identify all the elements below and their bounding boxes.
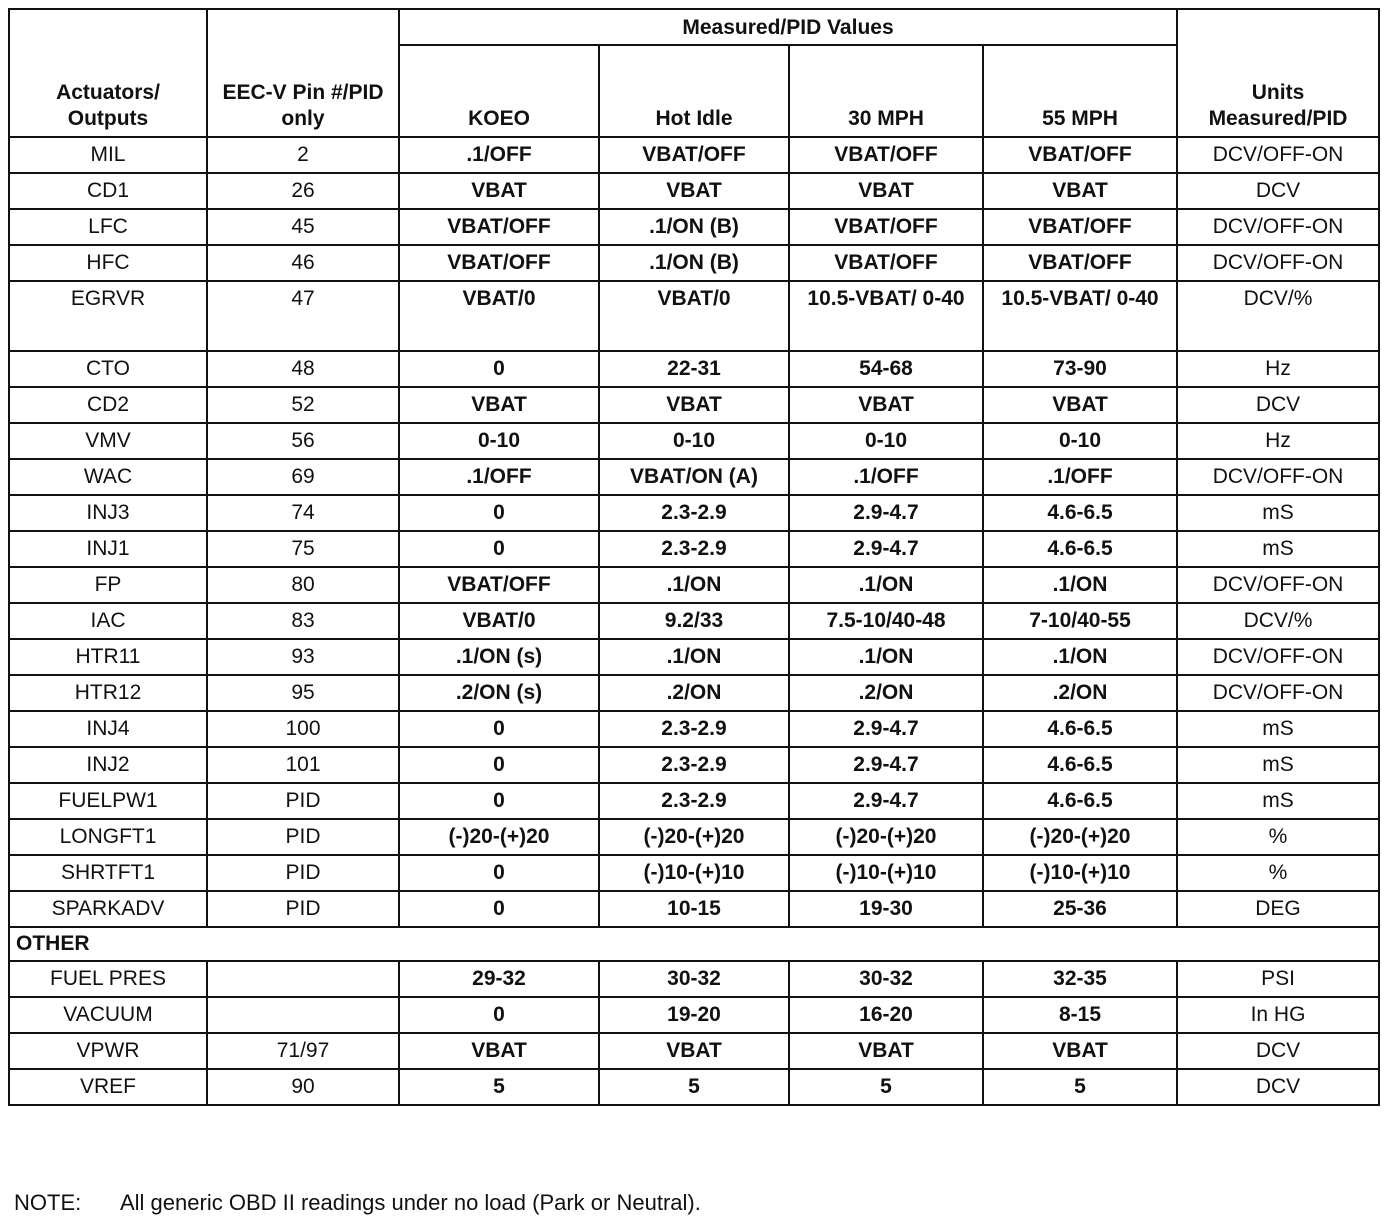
table-row bbox=[9, 1033, 1379, 1069]
cell-hot-idle: VBAT/ON (A) bbox=[599, 459, 789, 495]
cell-hot-idle: 9.2/33 bbox=[599, 603, 789, 639]
table-row bbox=[9, 891, 1379, 927]
cell-30-mph: (-)10-(+)10 bbox=[789, 855, 983, 891]
cell-koeo: VBAT/0 bbox=[399, 281, 599, 351]
cell-30-mph: .1/ON bbox=[789, 567, 983, 603]
cell-hot-idle: 2.3-2.9 bbox=[599, 495, 789, 531]
cell-hot-idle: 2.3-2.9 bbox=[599, 747, 789, 783]
header-koeo: KOEO bbox=[399, 45, 599, 137]
table-row bbox=[9, 961, 1379, 997]
cell-units: DCV bbox=[1177, 1033, 1379, 1069]
cell-30-mph: 54-68 bbox=[789, 351, 983, 387]
cell-actuator: HTR12 bbox=[9, 675, 207, 711]
cell-pin: 48 bbox=[207, 351, 399, 387]
cell-55-mph: VBAT bbox=[983, 387, 1177, 423]
cell-koeo: VBAT/OFF bbox=[399, 245, 599, 281]
table-row bbox=[9, 711, 1379, 747]
table-row bbox=[9, 747, 1379, 783]
cell-actuator: VPWR bbox=[9, 1033, 207, 1069]
pid-values-table bbox=[8, 8, 1380, 1106]
cell-koeo: 29-32 bbox=[399, 961, 599, 997]
cell-55-mph: 32-35 bbox=[983, 961, 1177, 997]
cell-30-mph: 2.9-4.7 bbox=[789, 711, 983, 747]
cell-55-mph: .1/ON bbox=[983, 567, 1177, 603]
cell-55-mph: (-)20-(+)20 bbox=[983, 819, 1177, 855]
table-row bbox=[9, 997, 1379, 1033]
table-row bbox=[9, 459, 1379, 495]
footnote bbox=[14, 1190, 701, 1216]
cell-30-mph: VBAT bbox=[789, 173, 983, 209]
cell-koeo: 0 bbox=[399, 783, 599, 819]
cell-30-mph: VBAT/OFF bbox=[789, 137, 983, 173]
cell-hot-idle: VBAT/0 bbox=[599, 281, 789, 351]
cell-pin: 74 bbox=[207, 495, 399, 531]
cell-30-mph: 2.9-4.7 bbox=[789, 495, 983, 531]
cell-actuator: FUELPW1 bbox=[9, 783, 207, 819]
cell-hot-idle: 5 bbox=[599, 1069, 789, 1105]
header-30-mph: 30 MPH bbox=[789, 45, 983, 137]
cell-actuator: INJ4 bbox=[9, 711, 207, 747]
cell-hot-idle: 10-15 bbox=[599, 891, 789, 927]
cell-pin bbox=[207, 997, 399, 1033]
cell-koeo: .1/ON (s) bbox=[399, 639, 599, 675]
table-row bbox=[9, 531, 1379, 567]
cell-55-mph: 4.6-6.5 bbox=[983, 711, 1177, 747]
cell-units: mS bbox=[1177, 495, 1379, 531]
cell-pin bbox=[207, 961, 399, 997]
cell-30-mph: VBAT/OFF bbox=[789, 245, 983, 281]
cell-units: % bbox=[1177, 819, 1379, 855]
cell-units: DCV/OFF-ON bbox=[1177, 245, 1379, 281]
cell-actuator: HTR11 bbox=[9, 639, 207, 675]
note-text: All generic OBD II readings under no load (Park or Neutral). bbox=[120, 1190, 701, 1215]
table-row bbox=[9, 819, 1379, 855]
cell-koeo: .1/OFF bbox=[399, 137, 599, 173]
cell-hot-idle: VBAT bbox=[599, 173, 789, 209]
cell-30-mph: VBAT bbox=[789, 1033, 983, 1069]
table-header bbox=[9, 9, 1379, 137]
cell-actuator: IAC bbox=[9, 603, 207, 639]
cell-30-mph: VBAT/OFF bbox=[789, 209, 983, 245]
cell-55-mph: VBAT/OFF bbox=[983, 137, 1177, 173]
cell-actuator: INJ3 bbox=[9, 495, 207, 531]
cell-koeo: VBAT/OFF bbox=[399, 567, 599, 603]
cell-hot-idle: 2.3-2.9 bbox=[599, 531, 789, 567]
cell-pin: 52 bbox=[207, 387, 399, 423]
note-label: NOTE: bbox=[14, 1190, 82, 1215]
cell-units: mS bbox=[1177, 531, 1379, 567]
cell-30-mph: 5 bbox=[789, 1069, 983, 1105]
cell-units: Hz bbox=[1177, 351, 1379, 387]
cell-koeo: 0 bbox=[399, 891, 599, 927]
cell-30-mph: .1/ON bbox=[789, 639, 983, 675]
cell-koeo: .1/OFF bbox=[399, 459, 599, 495]
cell-actuator: CD2 bbox=[9, 387, 207, 423]
cell-koeo: 0 bbox=[399, 351, 599, 387]
cell-units: DEG bbox=[1177, 891, 1379, 927]
cell-actuator: LFC bbox=[9, 209, 207, 245]
cell-hot-idle: .1/ON bbox=[599, 639, 789, 675]
cell-actuator: INJ2 bbox=[9, 747, 207, 783]
cell-hot-idle: 19-20 bbox=[599, 997, 789, 1033]
header-measured-pid-values: Measured/PID Values bbox=[399, 9, 1177, 45]
cell-actuator: HFC bbox=[9, 245, 207, 281]
table-row bbox=[9, 423, 1379, 459]
cell-hot-idle: 30-32 bbox=[599, 961, 789, 997]
cell-pin: 101 bbox=[207, 747, 399, 783]
cell-pin: 83 bbox=[207, 603, 399, 639]
table-row bbox=[9, 567, 1379, 603]
cell-actuator: VACUUM bbox=[9, 997, 207, 1033]
cell-pin: 93 bbox=[207, 639, 399, 675]
cell-units: DCV/OFF-ON bbox=[1177, 675, 1379, 711]
cell-actuator: MIL bbox=[9, 137, 207, 173]
cell-55-mph: 4.6-6.5 bbox=[983, 531, 1177, 567]
cell-koeo: 0-10 bbox=[399, 423, 599, 459]
cell-55-mph: 73-90 bbox=[983, 351, 1177, 387]
cell-units: DCV/OFF-ON bbox=[1177, 459, 1379, 495]
cell-actuator: LONGFT1 bbox=[9, 819, 207, 855]
cell-55-mph: 7-10/40-55 bbox=[983, 603, 1177, 639]
cell-units: DCV/OFF-ON bbox=[1177, 137, 1379, 173]
cell-55-mph: .1/OFF bbox=[983, 459, 1177, 495]
cell-30-mph: 0-10 bbox=[789, 423, 983, 459]
cell-koeo: 0 bbox=[399, 531, 599, 567]
cell-hot-idle: (-)10-(+)10 bbox=[599, 855, 789, 891]
cell-units: DCV bbox=[1177, 387, 1379, 423]
actuator-rows bbox=[9, 137, 1379, 927]
cell-koeo: VBAT bbox=[399, 1033, 599, 1069]
cell-koeo: (-)20-(+)20 bbox=[399, 819, 599, 855]
table-row bbox=[9, 783, 1379, 819]
cell-30-mph: 2.9-4.7 bbox=[789, 783, 983, 819]
table-row bbox=[9, 173, 1379, 209]
cell-koeo: 0 bbox=[399, 997, 599, 1033]
cell-units: DCV/% bbox=[1177, 281, 1379, 351]
cell-actuator: CTO bbox=[9, 351, 207, 387]
cell-actuator: VMV bbox=[9, 423, 207, 459]
table-row bbox=[9, 245, 1379, 281]
cell-55-mph: 25-36 bbox=[983, 891, 1177, 927]
cell-pin: 46 bbox=[207, 245, 399, 281]
table-row bbox=[9, 855, 1379, 891]
cell-pin: 2 bbox=[207, 137, 399, 173]
cell-hot-idle: VBAT/OFF bbox=[599, 137, 789, 173]
cell-55-mph: VBAT/OFF bbox=[983, 209, 1177, 245]
cell-30-mph: 2.9-4.7 bbox=[789, 531, 983, 567]
cell-pin: 71/97 bbox=[207, 1033, 399, 1069]
cell-units: DCV/OFF-ON bbox=[1177, 209, 1379, 245]
header-hot-idle: Hot Idle bbox=[599, 45, 789, 137]
cell-hot-idle: 22-31 bbox=[599, 351, 789, 387]
cell-actuator: SPARKADV bbox=[9, 891, 207, 927]
cell-hot-idle: .1/ON (B) bbox=[599, 209, 789, 245]
cell-pin: 47 bbox=[207, 281, 399, 351]
cell-koeo: .2/ON (s) bbox=[399, 675, 599, 711]
cell-actuator: WAC bbox=[9, 459, 207, 495]
cell-pin: PID bbox=[207, 783, 399, 819]
cell-koeo: 0 bbox=[399, 495, 599, 531]
cell-koeo: VBAT bbox=[399, 173, 599, 209]
header-pin-pid: EEC-V Pin #/PID only bbox=[207, 9, 399, 137]
cell-55-mph: 5 bbox=[983, 1069, 1177, 1105]
table-row bbox=[9, 495, 1379, 531]
cell-pin: 56 bbox=[207, 423, 399, 459]
cell-units: DCV bbox=[1177, 1069, 1379, 1105]
cell-koeo: VBAT/OFF bbox=[399, 209, 599, 245]
cell-pin: 90 bbox=[207, 1069, 399, 1105]
cell-units: In HG bbox=[1177, 997, 1379, 1033]
cell-units: PSI bbox=[1177, 961, 1379, 997]
cell-55-mph: 4.6-6.5 bbox=[983, 783, 1177, 819]
table-row bbox=[9, 351, 1379, 387]
cell-30-mph: .2/ON bbox=[789, 675, 983, 711]
cell-pin: 26 bbox=[207, 173, 399, 209]
cell-55-mph: VBAT bbox=[983, 173, 1177, 209]
cell-hot-idle: VBAT bbox=[599, 387, 789, 423]
other-rows bbox=[9, 961, 1379, 1105]
table-row bbox=[9, 639, 1379, 675]
cell-pin: 75 bbox=[207, 531, 399, 567]
cell-hot-idle: .2/ON bbox=[599, 675, 789, 711]
cell-55-mph: 4.6-6.5 bbox=[983, 495, 1177, 531]
cell-30-mph: 2.9-4.7 bbox=[789, 747, 983, 783]
cell-actuator: FUEL PRES bbox=[9, 961, 207, 997]
cell-hot-idle: (-)20-(+)20 bbox=[599, 819, 789, 855]
cell-pin: 69 bbox=[207, 459, 399, 495]
cell-actuator: VREF bbox=[9, 1069, 207, 1105]
cell-55-mph: .2/ON bbox=[983, 675, 1177, 711]
cell-55-mph: 8-15 bbox=[983, 997, 1177, 1033]
table-row bbox=[9, 387, 1379, 423]
cell-koeo: 5 bbox=[399, 1069, 599, 1105]
cell-30-mph: 7.5-10/40-48 bbox=[789, 603, 983, 639]
cell-hot-idle: .1/ON bbox=[599, 567, 789, 603]
cell-units: DCV bbox=[1177, 173, 1379, 209]
cell-pin: PID bbox=[207, 819, 399, 855]
cell-30-mph: 30-32 bbox=[789, 961, 983, 997]
cell-koeo: 0 bbox=[399, 747, 599, 783]
cell-actuator: CD1 bbox=[9, 173, 207, 209]
cell-55-mph: 10.5-VBAT/ 0-40 bbox=[983, 281, 1177, 351]
cell-actuator: FP bbox=[9, 567, 207, 603]
cell-units: mS bbox=[1177, 711, 1379, 747]
cell-30-mph: 19-30 bbox=[789, 891, 983, 927]
cell-pin: 45 bbox=[207, 209, 399, 245]
cell-55-mph: (-)10-(+)10 bbox=[983, 855, 1177, 891]
cell-hot-idle: VBAT bbox=[599, 1033, 789, 1069]
header-55-mph: 55 MPH bbox=[983, 45, 1177, 137]
cell-hot-idle: .1/ON (B) bbox=[599, 245, 789, 281]
cell-pin: PID bbox=[207, 855, 399, 891]
cell-pin: 95 bbox=[207, 675, 399, 711]
cell-actuator: INJ1 bbox=[9, 531, 207, 567]
cell-30-mph: .1/OFF bbox=[789, 459, 983, 495]
cell-55-mph: 0-10 bbox=[983, 423, 1177, 459]
cell-30-mph: (-)20-(+)20 bbox=[789, 819, 983, 855]
table-row bbox=[9, 1069, 1379, 1105]
cell-koeo: 0 bbox=[399, 855, 599, 891]
cell-pin: 80 bbox=[207, 567, 399, 603]
cell-actuator: EGRVR bbox=[9, 281, 207, 351]
cell-units: DCV/OFF-ON bbox=[1177, 639, 1379, 675]
cell-koeo: VBAT/0 bbox=[399, 603, 599, 639]
other-section bbox=[9, 927, 1379, 961]
cell-55-mph: VBAT bbox=[983, 1033, 1177, 1069]
cell-koeo: 0 bbox=[399, 711, 599, 747]
cell-hot-idle: 0-10 bbox=[599, 423, 789, 459]
spec-document bbox=[8, 8, 1378, 1106]
table-row bbox=[9, 209, 1379, 245]
cell-units: % bbox=[1177, 855, 1379, 891]
table-row bbox=[9, 281, 1379, 351]
cell-30-mph: 16-20 bbox=[789, 997, 983, 1033]
cell-55-mph: .1/ON bbox=[983, 639, 1177, 675]
cell-actuator: SHRTFT1 bbox=[9, 855, 207, 891]
other-section-label: OTHER bbox=[9, 927, 1379, 961]
header-actuators-outputs: Actuators/ Outputs bbox=[9, 9, 207, 137]
cell-pin: 100 bbox=[207, 711, 399, 747]
cell-hot-idle: 2.3-2.9 bbox=[599, 783, 789, 819]
cell-units: Hz bbox=[1177, 423, 1379, 459]
cell-hot-idle: 2.3-2.9 bbox=[599, 711, 789, 747]
table-row bbox=[9, 603, 1379, 639]
cell-units: DCV/OFF-ON bbox=[1177, 567, 1379, 603]
table-row bbox=[9, 137, 1379, 173]
cell-30-mph: VBAT bbox=[789, 387, 983, 423]
table-row bbox=[9, 675, 1379, 711]
cell-units: mS bbox=[1177, 783, 1379, 819]
cell-pin: PID bbox=[207, 891, 399, 927]
cell-55-mph: VBAT/OFF bbox=[983, 245, 1177, 281]
cell-units: mS bbox=[1177, 747, 1379, 783]
header-units-measured: Units Measured/PID bbox=[1177, 9, 1379, 137]
cell-koeo: VBAT bbox=[399, 387, 599, 423]
cell-55-mph: 4.6-6.5 bbox=[983, 747, 1177, 783]
cell-30-mph: 10.5-VBAT/ 0-40 bbox=[789, 281, 983, 351]
cell-units: DCV/% bbox=[1177, 603, 1379, 639]
